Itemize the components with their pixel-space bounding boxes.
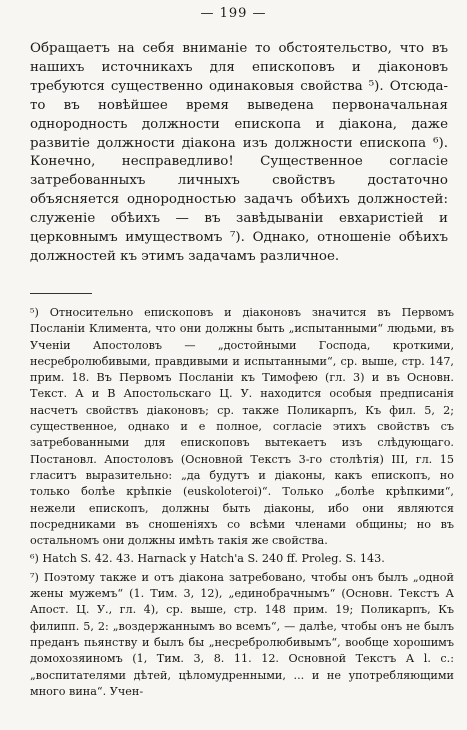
footnote-divider (30, 293, 92, 294)
page-number: — 199 — (200, 6, 267, 21)
main-text (30, 40, 448, 267)
footnotes (30, 305, 454, 702)
main-paragraph: Обращаетъ на себя вниманіе то обстоятельство, что въ нашихъ источникахъ для епископовъ и діаконовъ требуются существенно одинаковыя свойства ⁵). Отсюда-то въ новѣйшее время выведена первоначальная однородность должности епископа и діакона, даже развитіе должности діакона изъ должности епископа ⁶). Конечно, несправедливо! Существенное согласіе затребованныхъ личныхъ свойствъ достаточно объясняется однородностью задачъ обѣихъ должностей: служеніе обѣихъ — въ завѣдываніи евхаристіей и церковнымъ имуществомъ ⁷). Однако, отношеніе обѣихъ должностей къ этимъ задачамъ различное. (30, 41, 448, 264)
footnote-6: ⁶) Hatch S. 42. 43. Harnack у Hatch'a S. 240 ff. Proleg. S. 143. (30, 552, 385, 566)
footnote-7: ⁷) Поэтому также и отъ діакона затребовано, чтобы онъ былъ „одной жены мужемъ“ (1. Тим. 3, 12), „единобрачнымъ“ (Основн. Текстъ А Апост. Ц. У., гл. 4), ср. выше, стр. 148 прим. 19; Поликарпъ, Къ филипп. 5, 2: „воздержаннымъ во всемъ“, — далѣе, чтобы онъ не былъ преданъ пьянству и былъ бы „несребролюбивымъ“, вообще хорошимъ домохозяиномъ (1, Тим. 3, 8. 11. 12. Основной Текстъ А l. c.: „воспитателями дѣтей, цѣломудренными, ... и не употребляющими много вина“. Учен- (30, 570, 454, 698)
footnote-5: ⁵) Относительно епископовъ и діаконовъ значится въ Первомъ Посланіи Климента, что они должны быть „испытанными“ людьми, въ Ученіи Апостоловъ — „достойными Господа, кроткими, несребролюбивыми, правдивыми и испытанными“, ср. выше, стр. 147, прим. 18. Въ Первомъ Посланіи къ Тимофею (гл. 3) и въ Основн. Текст. А и В Апостольскаго Ц. У. находится особыя предписанія насчетъ свойствъ діаконовъ; ср. также Поликарпъ, Къ фил. 5, 2; существенное, однако и е полное, согласіе этихъ свойствъ съ затребованными для епископовъ вытекаетъ изъ слѣдующаго. Постановл. Апостоловъ (Основной Текстъ 3-го столѣтія) III, гл. 15 гласитъ выразительно: „да будутъ и діаконы, какъ епископъ, но только болѣе крѣпкіе (euskoloteroi)“. Только „болѣе крѣпкими“, нежели епископъ, должны быть діаконы, ибо они являются посредниками въ сношеніяхъ со всѣми членами общины; но въ остальномъ они должны имѣть такія же свойства. (30, 306, 454, 548)
